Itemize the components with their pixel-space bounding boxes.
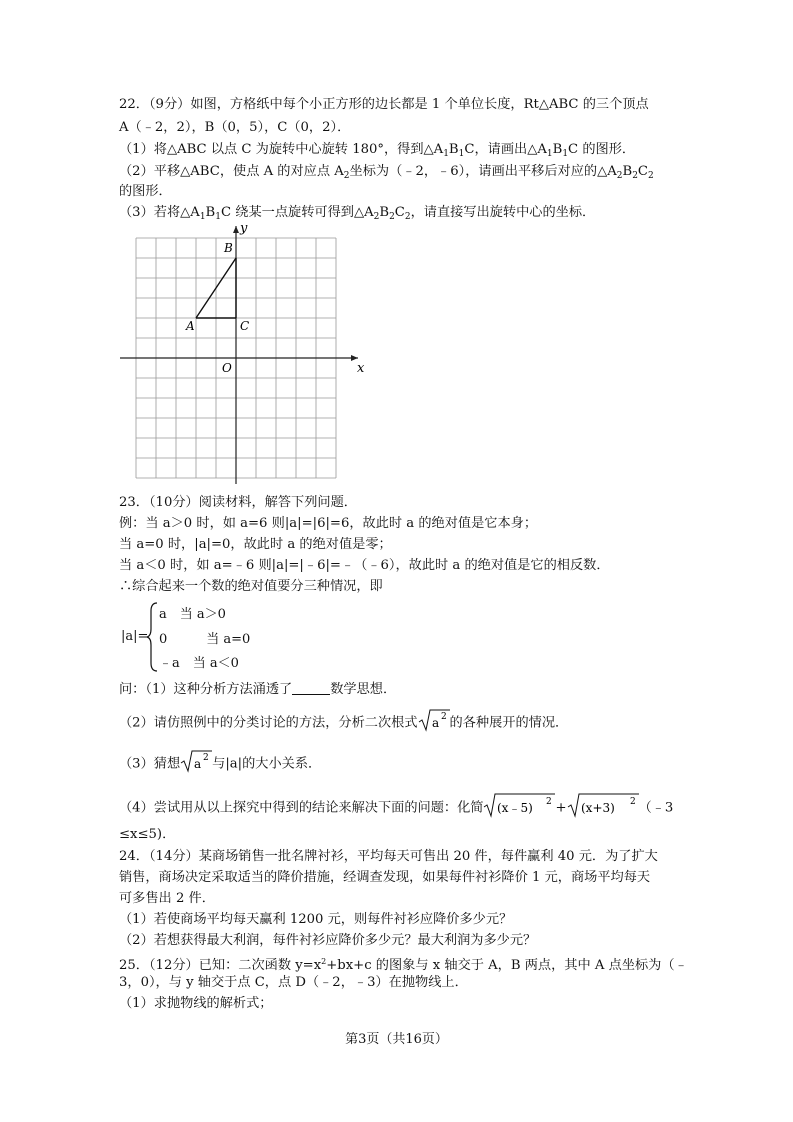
q25-line-1: 25．（12分）已知：二次函数 $y=x^2+bx+c$ 的图象与 x 轴交于 A，B 两点，其中 A 点坐标为（﹣ <box>119 957 688 973</box>
q23-line-5: ∴综合起来一个数的绝对值要分三种情况，即 <box>119 579 383 594</box>
q24-line-2: 销售，商场决定采取适当的降价措施，经调查发现，如果每件衬衫降价 1 元，商场平均每天 <box>119 870 651 885</box>
sqrt-expr-2 <box>567 792 639 824</box>
q23-line-1: 23．（10分）阅读材料，解答下列问题． <box>119 495 357 510</box>
sqrt-expr-1 <box>483 792 555 824</box>
q24-line-3: 可多售出 2 件． <box>119 891 215 906</box>
q22-line-1: 22．（9分）如图，方格纸中每个小正方形的边长都是 1 个单位长度，Rt△ABC 的三个顶点 <box>119 97 649 112</box>
x-axis-label: x <box>357 361 365 376</box>
q23-question-1: 问：（1）这种分析方法涌透了 数学思想． <box>119 682 397 697</box>
q23-question-4-cont: ≤x≤5)． <box>119 827 176 842</box>
q23-question-2: （2）请仿照例中的分类讨论的方法，分析二次根式 a 2 的各种展开的情况． <box>119 708 568 738</box>
page-footer: 第3页（共16页） <box>345 1032 448 1047</box>
q24-line-4: （1）若使商场平均每天赢利 1200 元，则每件衬衫应降价多少元？ <box>119 912 513 927</box>
svg-text:(x+3): (x+3) <box>580 801 615 815</box>
q25-line-3: （1）求抛物线的解析式； <box>119 996 273 1011</box>
svg-text:2: 2 <box>629 797 636 807</box>
abs-label: |a|= <box>121 629 149 644</box>
q23-line-4: 当 a＜0 时，如 a=﹣6 则|a|=|﹣6|=﹣（﹣6），故此时 a 的绝对值是它的相反数． <box>119 558 610 573</box>
q24-line-5: （2）若想获得最大利润，每件衬衫应降价多少元？最大利润为多少元？ <box>119 933 537 948</box>
svg-text:2: 2 <box>546 797 553 807</box>
left-brace <box>147 601 159 673</box>
svg-text:2: 2 <box>440 712 447 722</box>
q22-line-6: （3）若将$\triangle A_1B_1C$ 绕某一点旋转可得到$\triangle A_2B_2C_2$，请直接写出旋转中心的坐标． <box>119 205 596 222</box>
point-c-label: C <box>240 319 250 333</box>
point-b-label: B <box>224 241 233 255</box>
origin-label: O <box>222 361 232 375</box>
y-axis-arrow <box>233 226 239 233</box>
case-positive: a 当 a＞0 <box>159 607 226 622</box>
q22-line-3: （1）将△ABC 以点 C 为旋转中心旋转 180°，得到$\triangle A_1B_1C$，请画出$\triangle A_1B_1C$ 的图形． <box>119 142 636 159</box>
q23-line-2: 例：当 a＞0 时，如 a=6 则|a|=|6|=6，故此时 a 的绝对值是它本身； <box>119 516 538 531</box>
case-zero: 0 当 a=0 <box>159 632 251 647</box>
q22-line-2: A（﹣2，2），B（0，5），C（0，2）． <box>119 120 351 135</box>
q22-line-5: 的图形． <box>119 184 172 199</box>
q24-line-1: 24．（14分）某商场销售一批名牌衬衫，平均每天可售出 20 件，每件赢利 40 元．为了扩大 <box>119 849 658 864</box>
answer-blank <box>292 682 330 695</box>
y-axis-label: y <box>240 222 248 236</box>
svg-text:2: 2 <box>203 753 209 763</box>
sqrt-a-squared-2 <box>180 749 212 779</box>
q22-line-4: （2）平移△ABC，使点 A 的对应点 $A_2$坐标为（﹣2，﹣6），请画出平移后对应的$\triangle A_2B_2C_2$ <box>119 164 654 181</box>
case-negative: ﹣a 当 a＜0 <box>159 656 239 671</box>
coordinate-grid-figure <box>118 222 370 484</box>
svg-text:a: a <box>431 716 439 730</box>
sqrt-a-squared <box>418 708 450 738</box>
q23-question-3: （3）猜想 a 2 与|a|的大小关系． <box>119 749 321 779</box>
svg-text:(x﹣5): (x﹣5) <box>497 801 534 815</box>
q25-line-2: 3，0），与 y 轴交于点 C，点 D（﹣2，﹣3）在抛物线上． <box>119 975 468 990</box>
q23-question-4: （4）尝试用从以上探究中得到的结论来解决下面的问题：化简 (x﹣5) 2 + (x+3) 2 （﹣3 <box>119 792 673 824</box>
svg-text:a: a <box>194 757 202 771</box>
q23-line-3: 当 a=0 时，|a|=0，故此时 a 的绝对值是零； <box>119 537 392 552</box>
point-a-label: A <box>186 319 195 333</box>
